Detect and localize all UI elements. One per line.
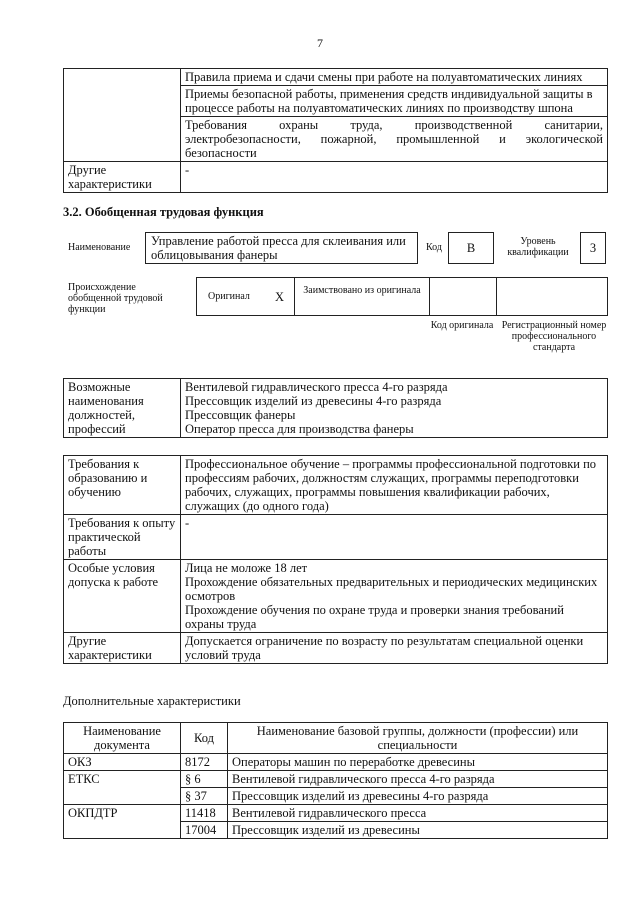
list-item: Прохождение обязательных предварительных и периодических медицинских осмотров	[185, 575, 598, 603]
row-value: Профессиональное обучение – программы профессиональной подготовки по профессиям рабочих, должностям служащих, программы переподготовки рабочих, служащих, программы повышения квалификации рабочих, служащих (до одного года)	[181, 456, 608, 515]
origin-box	[196, 277, 608, 316]
row-label: Особые условия допуска к работе	[64, 560, 181, 633]
list-item: Вентилевой гидравлического пресса 4-го разряда	[185, 380, 448, 394]
table-row	[64, 560, 608, 633]
level-value: 3	[580, 232, 606, 264]
additional-title: Дополнительные характеристики	[63, 694, 241, 708]
list-item: Лица не моложе 18 лет	[185, 561, 308, 575]
table-row	[64, 162, 608, 193]
row-value: -	[181, 515, 608, 560]
original-label: Оригинал	[208, 291, 250, 302]
row-label	[64, 69, 181, 162]
table-row	[64, 754, 608, 771]
row-label: Требования к опыту практической работы	[64, 515, 181, 560]
list-item: Прессовщик изделий из древесины 4-го разряда	[185, 394, 442, 408]
code-value: В	[448, 232, 494, 264]
list-item: Правила приема и сдачи смены при работе на полуавтоматических линиях	[185, 70, 583, 84]
list-item: Требования охраны труда, производственной санитарии, электробезопасности, пожарной, промышленной и экологической безопасности	[181, 116, 607, 161]
requirements-table	[63, 455, 608, 664]
row-label: Возможные наименования должностей, профессий	[64, 379, 181, 438]
top-table	[63, 68, 608, 193]
cell-name: Прессовщик изделий из древесины	[228, 822, 608, 839]
cell-code: 17004	[181, 822, 228, 839]
table-row	[64, 456, 608, 515]
cell-name: Операторы машин по переработке древесины	[228, 754, 608, 771]
cell-code: 8172	[181, 754, 228, 771]
table-row	[64, 805, 608, 822]
row-value: Допускается ограничение по возрасту по результатам специальной оценки условий труда	[181, 633, 608, 664]
row-label: Требования к образованию и обучению	[64, 456, 181, 515]
name-label: Наименование	[68, 242, 131, 253]
section-title: 3.2. Обобщенная трудовая функция	[63, 205, 264, 219]
reg-number-label: Регистрационный номер профессионального стандарта	[501, 320, 607, 353]
name-value: Управление работой пресса для склеивания или облицовывания фанеры	[145, 232, 418, 264]
cell-code: § 6	[181, 771, 228, 788]
page-number: 7	[317, 36, 323, 50]
header-name: Наименование базовой группы, должности (профессии) или специальности	[228, 723, 608, 754]
table-row	[64, 771, 608, 788]
list-item: Прохождение обучения по охране труда и проверки знания требований охраны труда	[185, 603, 564, 631]
original-mark: X	[275, 290, 285, 304]
origin-label: Происхождение обобщенной трудовой функции	[68, 282, 163, 315]
cell-doc: ОКЗ	[64, 754, 181, 771]
cell-name: Прессовщик изделий из древесины 4-го разряда	[228, 788, 608, 805]
cell-name: Вентилевой гидравлического пресса 4-го разряда	[228, 771, 608, 788]
positions-table	[63, 378, 608, 438]
table-row	[64, 69, 608, 162]
table-row	[64, 379, 608, 438]
row-value: -	[181, 162, 608, 193]
header-code: Код	[181, 723, 228, 754]
level-label: Уровень квалификации	[507, 236, 569, 258]
table-row	[64, 633, 608, 664]
row-label: Другие характеристики	[64, 162, 181, 193]
borrowed-label: Заимствовано из оригинала	[303, 285, 421, 296]
code-label: Код	[426, 242, 442, 253]
cell-code: 11418	[181, 805, 228, 822]
list-item: Прессовщик фанеры	[185, 408, 296, 422]
cell-doc: ОКПДТР	[64, 805, 181, 839]
code-original-label: Код оригинала	[430, 320, 494, 331]
row-label: Другие характеристики	[64, 633, 181, 664]
table-header-row	[64, 723, 608, 754]
table-row	[64, 515, 608, 560]
list-item: Оператор пресса для производства фанеры	[185, 422, 414, 436]
list-item: Приемы безопасной работы, применения средств индивидуальной защиты в процессе работы на полуавтоматических линиях по производству шпона	[181, 85, 607, 116]
cell-code: § 37	[181, 788, 228, 805]
header-doc: Наименование документа	[64, 723, 181, 754]
cell-name: Вентилевой гидравлического пресса	[228, 805, 608, 822]
cell-doc: ЕТКС	[64, 771, 181, 805]
additional-table	[63, 722, 608, 839]
